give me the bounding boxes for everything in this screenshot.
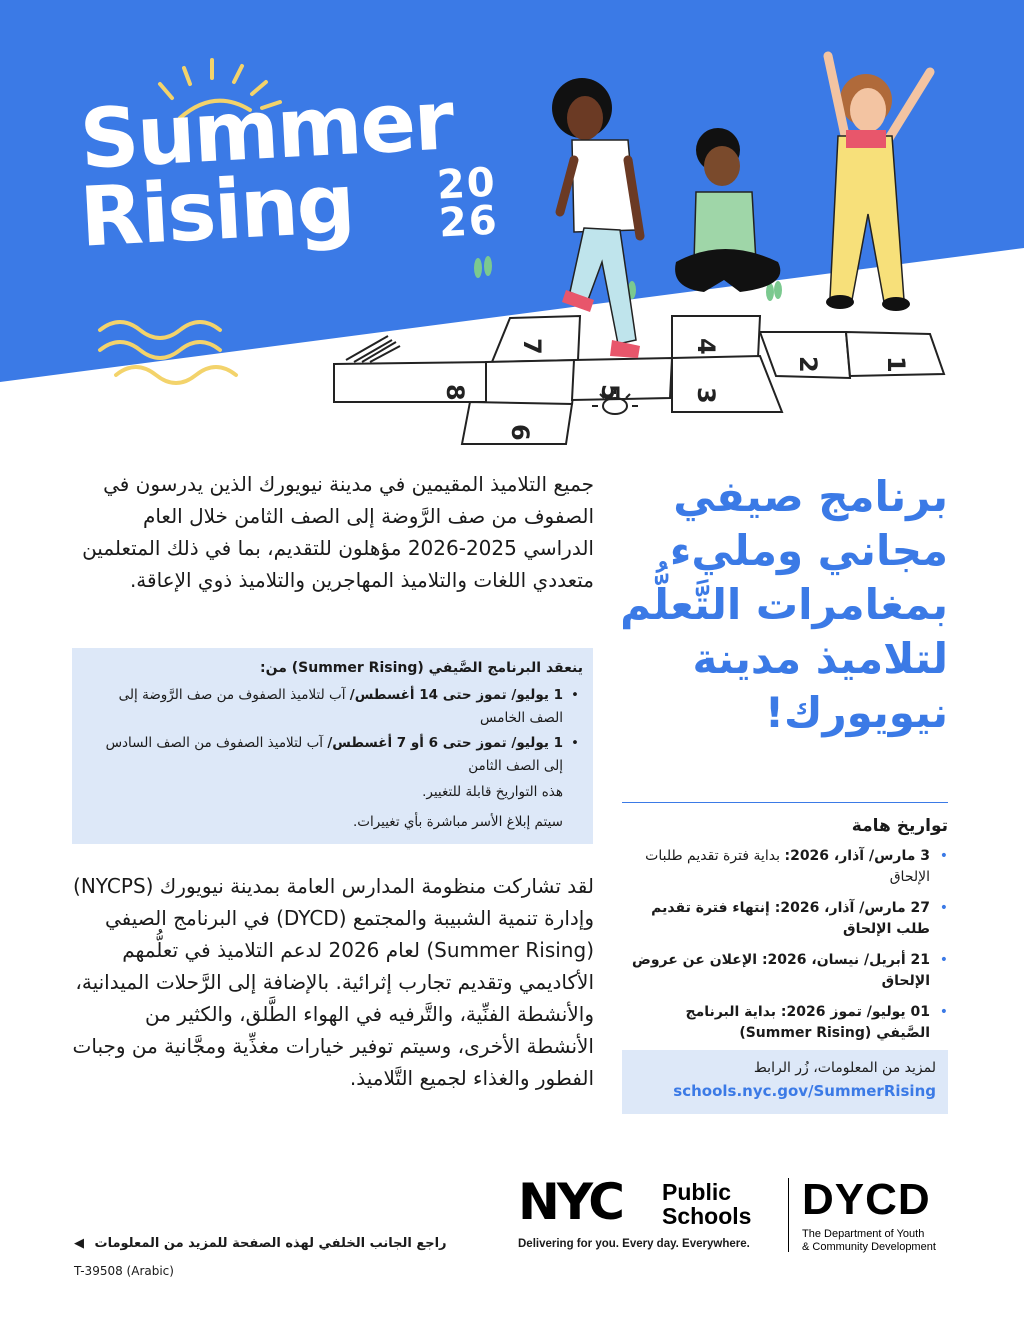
dycd-subtitle <box>802 1228 936 1254</box>
nyc-public-schools-text <box>662 1180 751 1228</box>
nyc-wordmark: NYC <box>518 1173 622 1231</box>
hop-number-2: 2 <box>794 356 822 373</box>
date-item-text: بداية فترة تقديم طلبات الإلحاق <box>645 848 930 885</box>
intro-paragraph: جميع التلاميذ المقيمين في مدينة نيويورك الذين يدرسون في الصفوف من صف الرَّوضة إلى الصف الثامن خلال العام الدراسي 2025-2026 مؤهلون للتقديم، بما في ذلك المتعلمين متعددي اللغات والتلاميذ المهاجرين والتلاميذ ذوي الإعاقة. <box>82 472 594 592</box>
more-info-box <box>622 1050 948 1114</box>
logo-year <box>435 159 500 247</box>
schedule-note-notify: سيتم إبلاغ الأسر مباشرة بأي تغييرات. <box>352 814 563 830</box>
hop-number-4: 4 <box>692 338 720 355</box>
logo-line-summer: Summer <box>77 73 455 188</box>
date-item-bold: 01 يوليو/ تموز 2026: بداية البرنامج الصَّيفي (Summer Rising) <box>685 1004 930 1041</box>
date-item <box>630 1002 930 1044</box>
dycd-wordmark: DYCD <box>802 1175 931 1224</box>
schedule-item <box>103 732 563 778</box>
hero-banner <box>0 0 1024 460</box>
hop-number-3: 3 <box>692 387 720 404</box>
chalk-scribble <box>346 336 400 362</box>
hopscotch-grid <box>334 316 944 444</box>
hop-number-7: 7 <box>518 338 546 355</box>
schedule-box <box>72 648 593 844</box>
document-code: T-39508 (Arabic) <box>74 1264 174 1278</box>
important-dates-title: تواريخ هامة <box>851 816 948 836</box>
schedule-item-bold: 1 يوليو/ تموز حتى 6 أو 7 أغسطس/ <box>327 735 563 751</box>
date-item <box>630 846 930 888</box>
partnership-paragraph: لقد تشاركت منظومة المدارس العامة بمدينة نيويورك (NYCPS) وإدارة تنمية الشبيبة والمجتمع (DYCD) في البرنامج الصيفي (Summer Rising) لعام 2026 لدعم التلاميذ في تعلُّمهم الأكاديمي وتقديم تجارب إثرائية. بالإضافة إلى الرَّحلات الميدانية، والأنشطة الفنِّية، والتَّرفيه في الهواء الطَّلق، والكثير من الأنشطة الأخرى، وسيتم توفير خيارات مغذِّية ومجَّانية من وجبات الفطور والغذاء لجميع التَّلاميذ. <box>72 874 594 1090</box>
schedule-item-text: آب لتلاميذ الصفوف من صف الرَّوضة إلى الصف الخامس <box>118 687 563 726</box>
logo-divider <box>788 1178 789 1252</box>
nyc-schools-text: Schools <box>662 1203 752 1229</box>
program-logo <box>77 73 455 266</box>
schedule-item-text: آب لتلاميذ الصفوف من الصف السادس إلى الصف الثامن <box>105 735 563 774</box>
date-item-bold: 3 مارس/ آذار، 2026: <box>784 848 930 864</box>
more-info-label: لمزيد من المعلومات، زُر الرابط <box>753 1060 936 1076</box>
date-item-bold: 27 مارس/ آذار، 2026: إنتهاء فترة تقديم طلب الإلحاق <box>651 900 930 937</box>
hop-number-1: 1 <box>882 356 910 373</box>
nyc-public-text: Public <box>662 1179 732 1205</box>
back-note-text: راجع الجانب الخلفي لهذه الصفحة للمزيد من المعلومات <box>94 1236 447 1251</box>
dycd-sub-line2: & Community Development <box>802 1241 936 1253</box>
page-headline: برنامج صيفي مجاني ومليء بمغامرات التَّعلُّم لتلاميذ مدينة نيويورك! <box>620 472 948 737</box>
date-item <box>630 950 930 992</box>
schedule-heading: ينعقد البرنامج الصَّيفي (Summer Rising) من: <box>260 660 583 676</box>
logo-year-top: 20 <box>435 159 498 209</box>
date-item-bold: 21 أبريل/ نيسان، 2026: الإعلان عن عروض الإلحاق <box>631 952 930 989</box>
hop-number-8: 8 <box>441 384 469 401</box>
hop-number-5: 5 <box>596 384 624 401</box>
nyc-public-schools-logo <box>518 1173 752 1250</box>
date-item <box>630 898 930 940</box>
nyc-tagline: Delivering for you. Every day. Everywhere. <box>518 1238 750 1250</box>
schedule-note-change: هذه التواريخ قابلة للتغيير. <box>422 784 563 800</box>
logo-year-bottom: 26 <box>437 197 500 247</box>
back-page-note <box>74 1236 447 1251</box>
schedule-item <box>103 684 563 730</box>
dycd-logo <box>802 1176 936 1254</box>
logo-line-rising: Rising <box>77 156 356 266</box>
more-info-link[interactable]: schools.nyc.gov/SummerRising <box>673 1082 936 1100</box>
important-dates-list <box>630 846 948 1054</box>
schedule-item-bold: 1 يوليو/ تموز حتى 14 أغسطس/ <box>349 687 563 703</box>
hop-number-6: 6 <box>506 424 534 441</box>
schedule-list <box>103 684 579 780</box>
section-divider <box>622 802 948 803</box>
play-arrow-icon: ◀ <box>74 1236 84 1251</box>
dycd-sub-line1: The Department of Youth <box>802 1228 925 1240</box>
